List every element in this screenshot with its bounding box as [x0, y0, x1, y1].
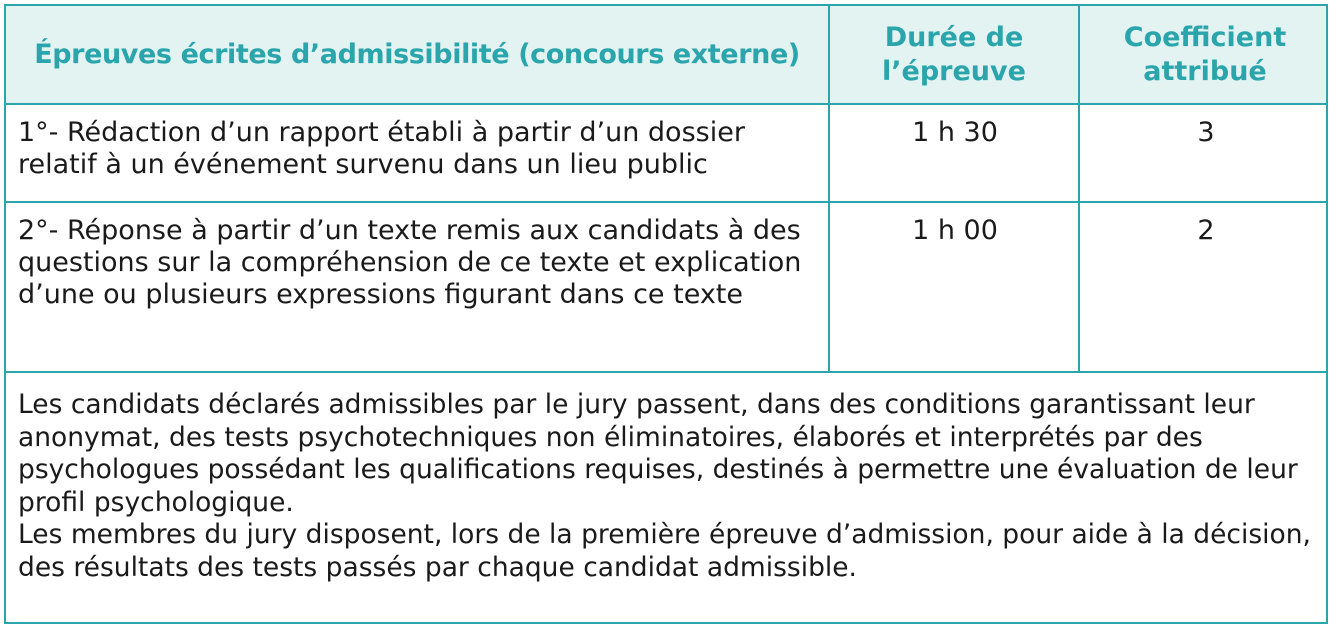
- note-paragraph-jury: Les membres du jury disposent, lors de la première épreuve d’admission, pour aide à la décision, des résultats des tests passés par chaque candidat admissible.: [18, 519, 1311, 583]
- cell-coefficient: 2: [1079, 202, 1328, 372]
- header-coefficient: Coefficient attribué: [1079, 6, 1328, 104]
- note-cell: [6, 372, 1328, 624]
- cell-duree: 1 h 00: [829, 202, 1079, 372]
- cell-coefficient: 3: [1079, 104, 1328, 202]
- cell-epreuve: 1°- Rédaction d’un rapport établi à partir d’un dossier relatif à un événement survenu dans un lieu public: [6, 104, 829, 202]
- note-paragraph-tests: Les candidats déclarés admissibles par le jury passent, dans des conditions garantissant leur anonymat, des tests psychotechniques non éliminatoires, élaborés et interprétés par des psychologues possédant les qualifications requises, destinés à permettre une évaluation de leur profil psychologique.: [18, 389, 1298, 518]
- exam-table: [6, 6, 1328, 624]
- header-duree: Durée de l’épreuve: [829, 6, 1079, 104]
- table-row: [6, 104, 1328, 202]
- table-row: [6, 202, 1328, 372]
- cell-epreuve: 2°- Réponse à partir d’un texte remis aux candidats à des questions sur la compréhension de ce texte et explication d’une ou plusieurs expressions figurant dans ce texte: [6, 202, 829, 372]
- table-header-row: [6, 6, 1328, 104]
- header-epreuves: Épreuves écrites d’admissibilité (concours externe): [6, 6, 829, 104]
- cell-duree: 1 h 30: [829, 104, 1079, 202]
- exam-table-frame: [4, 4, 1328, 624]
- table-note-row: [6, 372, 1328, 624]
